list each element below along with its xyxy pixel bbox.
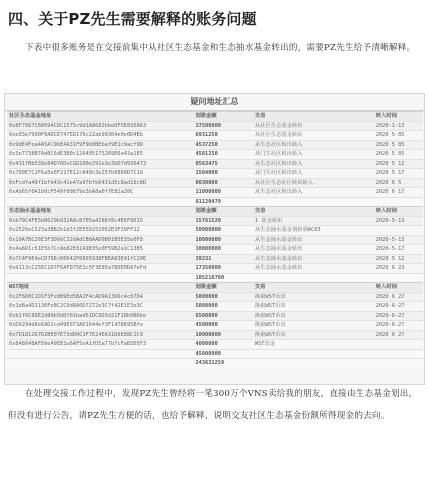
address-cell [7,349,193,359]
table-title: 疑问地址汇总 [5,96,424,111]
transaction-table [7,111,423,368]
section-title: 四、关于PZ先生需要解释的账务问题 [8,10,257,28]
address-cell: 0x848048AF89e49EB1e6AF5eA1fD5a77b7cFaB3D5F3 [7,340,193,350]
amount-cell: 划拨金额 [193,112,252,122]
amount-cell: 4537250 [193,140,252,150]
table-row [7,264,423,274]
date-cell [374,226,423,236]
description-cell: 从生态抽水基金转出 [253,245,374,255]
amount-cell: 105210780 [193,273,252,283]
table-row [7,159,423,169]
amount-cell: 50000000 [193,226,252,236]
date-cell: 2020 6 5 [374,178,423,188]
address-cell: 0x2F6D0C1D1F3Fe0B9Ed5BA2F4cAD9A1366c4c07D4 [7,292,193,302]
date-cell: 2020-6-27 [374,302,423,312]
address-cell: 0x2526eC523a3BB2b1d3f2EE5D252052E3F39FF12 [7,226,193,236]
table-section-header [7,207,423,217]
description-cell: 交易 [253,112,374,122]
description-cell [253,359,374,368]
address-cell: 0x7D0E7C2F6a5e6F217E12c040c3e25fb0860D7C18 [7,169,193,179]
amount-cell: 61120479 [193,197,252,207]
address-cell: 0xb79C4FE5bB629b932A8c8705a4288f8c4E6F8615 [7,216,193,226]
address-cell: 0xD6294d8e6AD2cd49E073AD1644ef3F1478695Bfe [7,321,193,331]
amount-cell: 15761520 [193,216,252,226]
address-cell: 0x431fBb539e84D76DeCGD100e291e3e3bD7d936473 [7,159,193,169]
table-row [7,131,423,141]
description-cell: 从社区生态基金转出 [253,131,374,141]
amount-cell: 4500000 [193,321,252,331]
date-cell: 转入时间 [374,112,423,122]
address-cell: 0x3e7738B7Ad0C6dE3B0c126405175269E6e43a1E5 [7,150,193,160]
description-cell: 交易 [253,207,374,217]
description-cell: 从门生社区转出转入 [253,150,374,160]
description-cell: 换取WST币出 [253,321,374,331]
date-cell: 2020 6 17 [374,188,423,198]
description-cell: I 基金转出 [253,216,374,226]
amount-cell: 1504000 [193,169,252,179]
address-cell: 0xAb65f0A1b0cF549f09879e3bA8a0f7E81a20C [7,188,193,198]
description-cell: 从生态抽水基金转出 [253,254,374,264]
description-cell [253,273,374,283]
table-row [7,140,423,150]
address-cell: 0xd113cC25EC1D7F6AFD75E1c5F3E85a7B6E0DA7eFd [7,264,193,274]
date-cell [374,273,423,283]
table-section-header [7,112,423,122]
amount-cell: 10000000 [193,330,252,340]
description-cell: 从生态社区转出转入 [253,140,374,150]
date-cell [374,197,423,207]
date-cell: 2020-1-13 [374,121,423,131]
table-row [7,292,423,302]
amount-cell: 243631259 [193,359,252,368]
amount-cell: 11000000 [193,188,252,198]
address-cell: 0xe93e7990F0ADCE7475D176c22ab99304e0e0D4Eb [7,131,193,141]
address-cell: 0x1d8a4D1130FeBC2C9d8A0D7272e3C7f42E1E3e3C [7,302,193,312]
description-cell: 从生态社区转出转入 [253,159,374,169]
table-row [7,254,423,264]
description-cell: 从生态抽水基金转出 [253,235,374,245]
amount-cell: 6931250 [193,131,252,141]
table-row [7,330,423,340]
table-row [7,302,423,312]
address-cell: 0x8F7667C60094CDC1575c9d1A8682bbeDF5E8358A3 [7,121,193,131]
amount-cell: 5000000 [193,302,252,312]
description-cell: 从社区生态基金转出 [253,121,374,131]
amount-cell: 4000000 [193,340,252,350]
date-cell [374,340,423,350]
address-cell [7,197,193,207]
amount-cell: 划拨金额 [193,283,252,293]
date-cell: 2020-5-17 [374,245,423,255]
address-cell: 0x9dE4Fea4A5Al9bE4A31F9F9b0BEbaf9E1c9acf9D [7,140,193,150]
date-cell [374,359,423,368]
amount-cell: 划拨金额 [193,207,252,217]
description-cell: 从门生社区转出转入 [253,169,374,179]
table-row [7,216,423,226]
description-cell: 从生态抽水基金转出 [253,264,374,274]
table-row [7,150,423,160]
date-cell [374,349,423,359]
description-cell: WST出金 [253,340,374,350]
date-cell: 2020-5-13 [374,235,423,245]
amount-cell: 5000000 [193,292,252,302]
description-cell: 从生态社区转出转入 [253,188,374,198]
address-cell: 0x19A7BC26E3F3D66C32dAdCB8AAD0B01B5E35e0F8 [7,235,193,245]
address-cell: 0x7D181267D2BE07E73dD0C1F7E24EA31D6E88C1C9 [7,330,193,340]
table-row [7,245,423,255]
address-cell [7,359,193,368]
address-cell: 0x7C4F9E4eCD76EcD0642F089593BFBEA83E41fC20E [7,254,193,264]
description-cell: 换取WST币出 [253,292,374,302]
description-cell [253,349,374,359]
table-row [7,188,423,198]
table-subtotal-row [7,349,423,359]
address-cell: 社区生态基金地址 [7,112,193,122]
amount-cell: 0030000 [193,178,252,188]
intro-paragraph: 下表中很多账务是在交接前集中从社区生态基金和生态抽水基金转出的，需要PZ先生给予清晰解释。 [25,43,416,53]
table-grand-total-row [7,359,423,368]
date-cell: 2020 5 12 [374,254,423,264]
closing-paragraph: 在处理交接工作过程中，发现PZ先生曾经将一笔300万个VNS卖给我的朋友，直接由生态基金划出，但没有进行公告，请PZ先生方便的话，也给予解释，说明交友社区生态基金份额所得现金的去向。 [8,389,418,421]
date-cell: 2020-6-27 [374,321,423,331]
description-cell: 从生态抽水基金划转到AC03 [253,226,374,236]
amount-cell: 37500000 [193,121,252,131]
table-row [7,321,423,331]
amount-cell: 0563475 [193,159,252,169]
address-cell [7,273,193,283]
date-cell: 2020 5 17 [374,169,423,179]
date-cell: 2020 5 05 [374,150,423,160]
description-cell: 换取WST币出 [253,330,374,340]
date-cell: 转入时间 [374,207,423,217]
amount-cell: 4581250 [193,150,252,160]
table-row [7,178,423,188]
date-cell: 2020-6-27 [374,311,423,321]
date-cell: 2020 5 12 [374,159,423,169]
address-cell: 0xFcdfa49f1bfb43c41e47a97bfb6431d5c8ad16c8D [7,178,193,188]
amount-cell: 10000000 [193,245,252,255]
table-row [7,169,423,179]
description-cell: 换取WST币出 [253,311,374,321]
table-subtotal-row [7,197,423,207]
description-cell [253,197,374,207]
description-cell: 换取WST币出 [253,302,374,312]
amount-cell: 39231 [193,254,252,264]
date-cell: 2020 6 27 [374,330,423,340]
amount-cell: 10000000 [193,235,252,245]
amount-cell: 17350000 [193,264,252,274]
date-cell: 2020 5 05 [374,131,423,141]
table-row [7,226,423,236]
date-cell: 2020-5-13 [374,216,423,226]
date-cell: 2020 6 23 [374,264,423,274]
table-subtotal-row [7,273,423,283]
table-section-header [7,283,423,293]
table-row [7,121,423,131]
address-cell: 0x4a6D1c51E5b7CcAb82E81A9B35e0F59B2a1C13B5 [7,245,193,255]
date-cell: 2020 6 27 [374,292,423,302]
description-cell: 交易 [253,283,374,293]
address-cell: WST地址 [7,283,193,293]
table-row [7,340,423,350]
table-row [7,311,423,321]
date-cell: 转入时间 [374,283,423,293]
amount-cell: 45000000 [193,349,252,359]
amount-cell: 6500000 [193,311,252,321]
address-cell: 0xb1f6C86E2d8Ab5bDf01bad61DC9D3d21F18b9B6be [7,311,193,321]
description-cell: 从社区生态社区转出转入 [253,178,374,188]
date-cell: 2020 5 05 [374,140,423,150]
table-row [7,235,423,245]
transaction-table-image [4,93,425,385]
address-cell: 生态抽水基金地址 [7,207,193,217]
